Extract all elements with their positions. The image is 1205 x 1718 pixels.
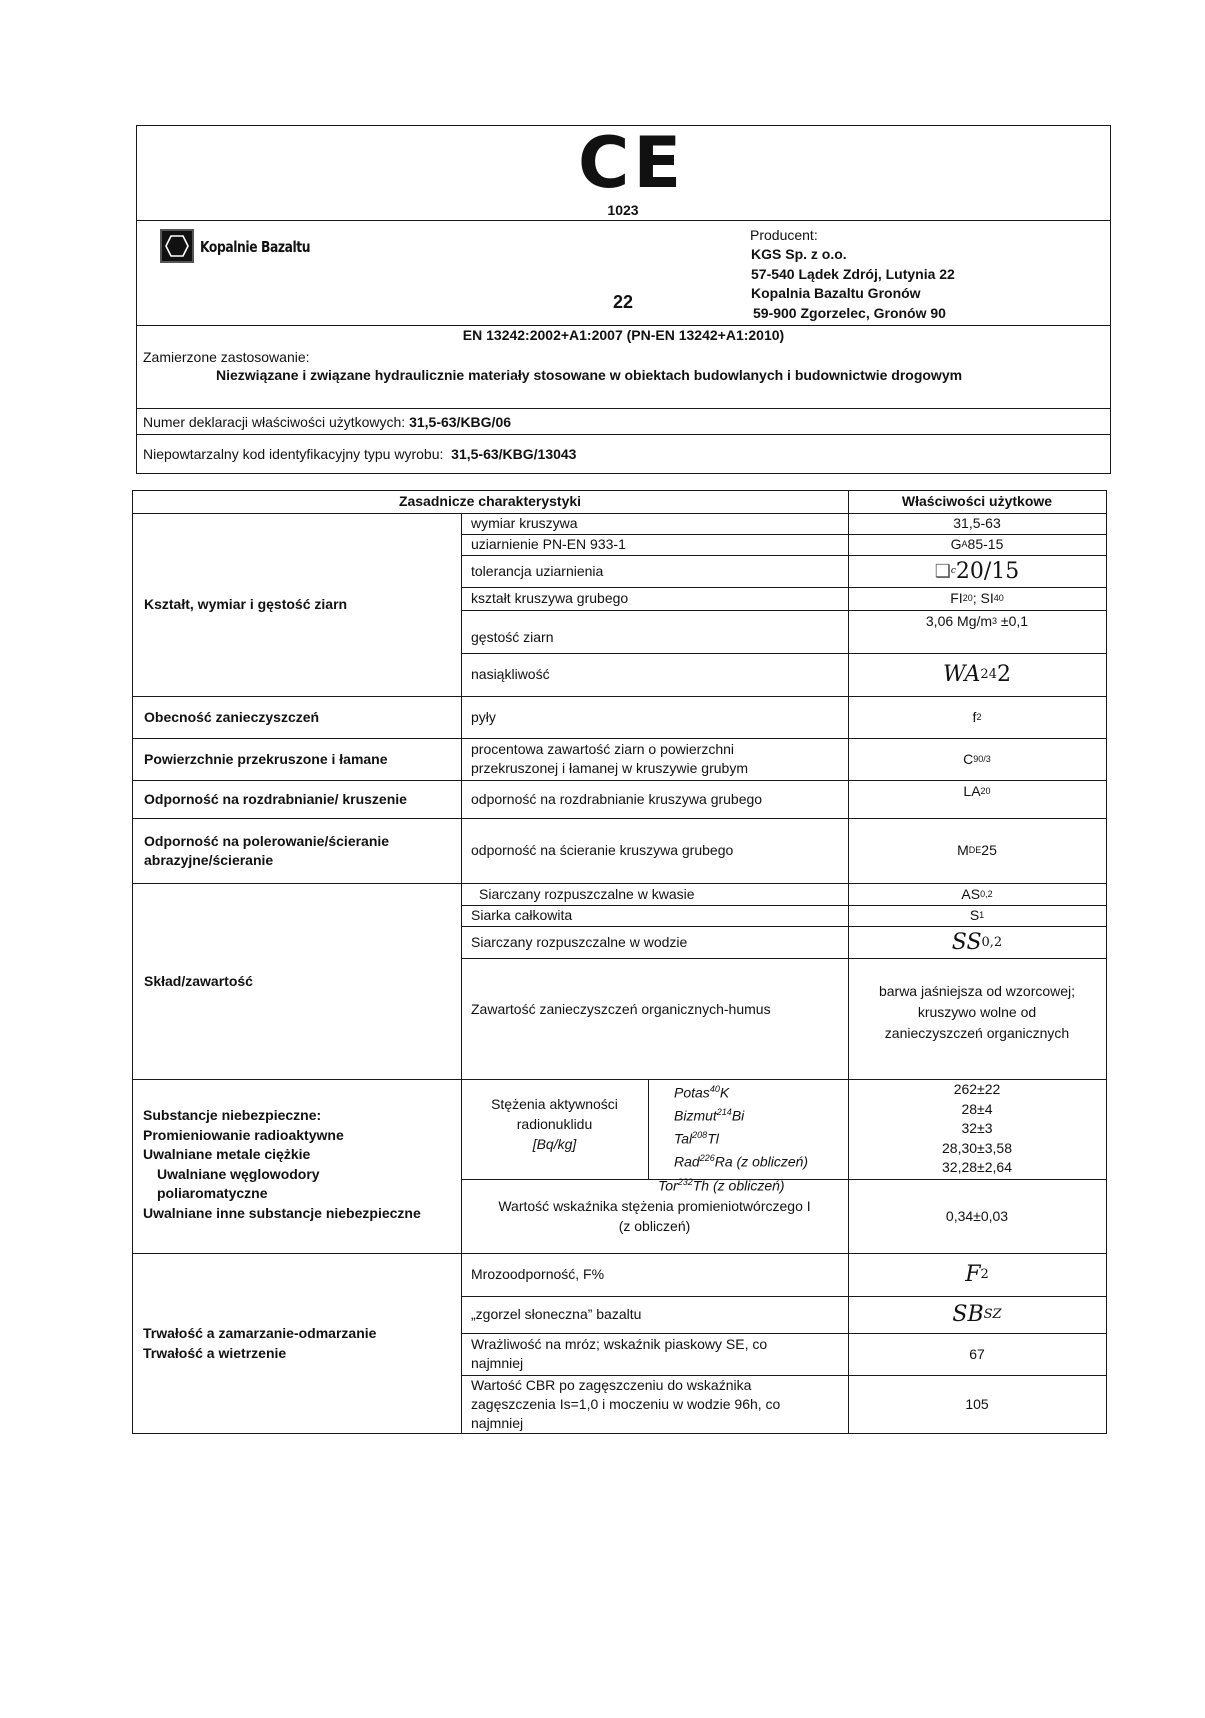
value xyxy=(848,587,1106,610)
characteristic-line: najmniej xyxy=(471,1415,524,1431)
group-label-line: Trwałość a zamarzanie-odmarzanie xyxy=(143,1325,377,1341)
label-line: Wartość wskaźnika stężenia promieniotwórczego I xyxy=(498,1198,811,1214)
characteristic: „zgorzel słoneczna” bazaltu xyxy=(471,1306,642,1322)
characteristic: Siarka całkowita xyxy=(471,907,573,923)
value xyxy=(848,926,1106,958)
declaration-value: 31,5-63/KBG/06 xyxy=(409,414,512,430)
group-label-line: Uwalniane węglowodory xyxy=(157,1165,320,1182)
value-rest: 2 xyxy=(996,662,1011,687)
value-line: kruszywo wolne od xyxy=(917,1004,1037,1020)
radioactivity-index-label xyxy=(461,1179,848,1253)
group-label-line: poliaromatyczne xyxy=(157,1185,268,1201)
value-main: SB xyxy=(952,1302,984,1327)
unique-code xyxy=(143,445,576,463)
value-sub: A xyxy=(961,539,968,549)
value-pre: 3,06 Mg/m xyxy=(925,613,993,629)
value: 31,5-63 xyxy=(953,515,1001,531)
group-label-line: Trwałość a wietrzenie xyxy=(143,1345,287,1361)
isotope-value: 28,30±3,58 xyxy=(942,1139,1012,1156)
isotope-value: 262±22 xyxy=(953,1081,1001,1097)
value-main: G xyxy=(950,536,962,552)
value-sub: 40 xyxy=(993,593,1004,603)
divider xyxy=(136,408,1111,409)
value: 105 xyxy=(965,1396,989,1412)
characteristic: uziarnienie PN-EN 933-1 xyxy=(471,536,626,552)
value-sub: 1 xyxy=(979,910,985,920)
characteristic-line: najmniej xyxy=(471,1355,524,1371)
value-sub: 20 xyxy=(962,593,973,603)
characteristic: kształt kruszywa grubego xyxy=(471,590,629,606)
value-sub: SZ xyxy=(983,1307,1002,1322)
radionuclide-label xyxy=(461,1079,648,1179)
group-label: Kształt, wymiar i gęstość ziarn xyxy=(144,596,348,612)
divider xyxy=(136,434,1111,435)
characteristic: gęstość ziarn xyxy=(471,629,554,645)
group-label: Skład/zawartość xyxy=(144,972,253,989)
standard-reference: EN 13242:2002+A1:2007 (PN-EN 13242+A1:2010) xyxy=(462,327,785,343)
value xyxy=(848,610,1106,653)
label-line: Stężenia aktywności xyxy=(491,1096,618,1112)
logo-icon xyxy=(160,229,194,263)
value-main: F xyxy=(965,1262,981,1287)
characteristic: procentowa zawartość ziarn o powierzchni przekruszonej i łamanej w kruszywie grubym xyxy=(471,741,748,776)
group-label: Odporność na polerowanie/ścieranie abrazyjne/ścieranie xyxy=(144,832,390,868)
value: 67 xyxy=(969,1345,985,1362)
group-label-line: Substancje niebezpieczne: xyxy=(143,1107,322,1123)
producer-line: Kopalnia Bazaltu Gronów xyxy=(751,285,921,301)
characteristic: wymiar kruszywa xyxy=(471,515,578,531)
isotope-values xyxy=(848,1080,1106,1178)
characteristic: Zawartość zanieczyszczeń organicznych-humus xyxy=(471,1001,771,1017)
value-rest: 20/15 xyxy=(955,558,1020,584)
value-rest: 25 xyxy=(981,842,997,858)
value-sub: 24 xyxy=(980,667,997,682)
intended-use: Niezwiązane i związane hydraulicznie materiały stosowane w obiektach budowlanych i budownictwie drogowym xyxy=(216,367,963,383)
characteristic: Mrozoodporność, F% xyxy=(471,1266,605,1282)
dop-year: 22 xyxy=(613,292,634,312)
isotope: Tal$^{208}$Tl xyxy=(674,1130,719,1147)
characteristic: Siarczany rozpuszczalne w kwasie xyxy=(479,885,695,902)
isotope-value: 28±4 xyxy=(961,1100,993,1117)
label-line: [Bq/kg] xyxy=(532,1136,577,1152)
characteristic xyxy=(461,1375,848,1434)
group-label xyxy=(143,1323,376,1363)
column-header: Zasadnicze charakterystyki xyxy=(398,493,582,509)
value-line: barwa jaśniejsza od wzorcowej; xyxy=(878,983,1076,999)
declaration-label: Numer deklaracji właściwości użytkowych: xyxy=(143,414,410,430)
value-sup: 3 xyxy=(992,616,998,626)
value-rest: 85-15 xyxy=(967,536,1004,552)
value xyxy=(848,653,1106,696)
value-post: ±0,1 xyxy=(997,613,1029,629)
characteristic: tolerancja uziarnienia xyxy=(471,562,604,579)
value-main: AS xyxy=(961,885,981,902)
value-sub: 0,2 xyxy=(981,934,1003,950)
value-sub: c xyxy=(950,565,956,576)
isotope: Bizmut$^{214}$Bi xyxy=(674,1107,745,1124)
ce-mark-icon: CE xyxy=(578,122,686,204)
value xyxy=(848,958,1106,1079)
producer-line: 57-540 Lądek Zdrój, Lutynia 22 xyxy=(751,266,955,282)
label-line: (z obliczeń) xyxy=(618,1218,691,1234)
square-icon: ❑ xyxy=(934,560,951,582)
value-main: SS xyxy=(951,929,982,955)
value-line: zanieczyszczeń organicznych xyxy=(884,1025,1070,1041)
isotope: Potas$^{40}$K xyxy=(674,1084,730,1101)
value xyxy=(848,1253,1106,1296)
value-main: LA xyxy=(963,783,981,799)
value-main: f xyxy=(972,708,977,725)
value-sub: 0,2 xyxy=(980,888,993,899)
divider xyxy=(648,1079,649,1179)
declaration-number xyxy=(143,413,511,431)
value-sub: 20 xyxy=(980,786,991,796)
value-main: S xyxy=(969,907,980,923)
column-header: Właściwości użytkowe xyxy=(901,493,1053,509)
value xyxy=(848,905,1106,926)
value-main: C xyxy=(963,750,974,767)
value xyxy=(848,555,1106,587)
characteristic: nasiąkliwość xyxy=(471,666,550,682)
value-a: FI xyxy=(950,590,963,606)
intended-use-label: Zamierzone zastosowanie: xyxy=(143,349,310,365)
producer-line: 59-900 Zgorzelec, Gronów 90 xyxy=(753,305,946,321)
separator: ; xyxy=(972,590,981,606)
unique-code-label: Niepowtarzalny kod identyfikacyjny typu wyrobu: xyxy=(143,446,452,462)
group-label-line: Promieniowanie radioaktywne xyxy=(143,1126,344,1143)
value xyxy=(848,1296,1106,1333)
value-main: WA xyxy=(943,662,981,687)
characteristic xyxy=(461,1333,848,1375)
unique-code-value: 31,5-63/KBG/13043 xyxy=(451,446,577,462)
value-b: SI xyxy=(980,590,994,606)
characteristic: Siarczany rozpuszczalne w wodzie xyxy=(471,933,688,950)
producer-label: Producent: xyxy=(750,227,818,243)
radioactivity-index-value: 0,34±0,03 xyxy=(945,1207,1009,1224)
characteristic-line: Wrażliwość na mróz; wskaźnik piaskowy SE, co xyxy=(471,1336,768,1352)
value xyxy=(848,696,1106,738)
label-line: radionuklidu xyxy=(516,1116,593,1132)
value-main: M xyxy=(957,842,969,858)
hexagon-icon xyxy=(164,234,190,258)
group-label-line: Uwalniane metale ciężkie xyxy=(143,1146,311,1162)
group-label: Odporność na rozdrabnianie/ kruszenie xyxy=(144,790,407,807)
characteristic-line: Wartość CBR po zagęszczeniu do wskaźnika xyxy=(471,1377,752,1393)
group-label: Obecność zanieczyszczeń xyxy=(144,708,320,725)
isotope-value: 32±3 xyxy=(961,1120,993,1136)
characteristic: pyły xyxy=(471,708,496,725)
characteristic: odporność na ścieranie kruszywa grubego xyxy=(471,842,734,858)
value xyxy=(848,780,1106,818)
value-sub: 2 xyxy=(980,1267,989,1282)
value-sub: DE xyxy=(968,845,982,855)
isotope: Tor$^{232}$Th (z obliczeń) xyxy=(658,1176,785,1194)
isotope: Rad$^{226}$Ra (z obliczeń) xyxy=(674,1153,809,1171)
value xyxy=(848,818,1106,883)
value-sub: 2 xyxy=(976,711,982,722)
value xyxy=(848,738,1106,780)
value xyxy=(848,534,1106,555)
characteristic: odporność na rozdrabnianie kruszywa grubego xyxy=(471,790,763,807)
isotope-value: 32,28±2,64 xyxy=(942,1159,1012,1175)
group-label: Powierzchnie przekruszone i łamane xyxy=(144,750,388,767)
group-label-line: Uwalniane inne substancje niebezpieczne xyxy=(143,1204,421,1221)
notified-body-number: 1023 xyxy=(607,202,639,218)
group-label xyxy=(143,1106,421,1223)
value-sub: 90/3 xyxy=(973,753,991,764)
characteristic-line: zagęszczenia Is=1,0 i moczeniu w wodzie 96h, co xyxy=(471,1396,781,1412)
value xyxy=(848,883,1106,905)
divider xyxy=(136,220,1111,221)
producer-line: KGS Sp. z o.o. xyxy=(751,246,847,262)
logo-text: Kopalnie Bazaltu xyxy=(200,238,311,256)
